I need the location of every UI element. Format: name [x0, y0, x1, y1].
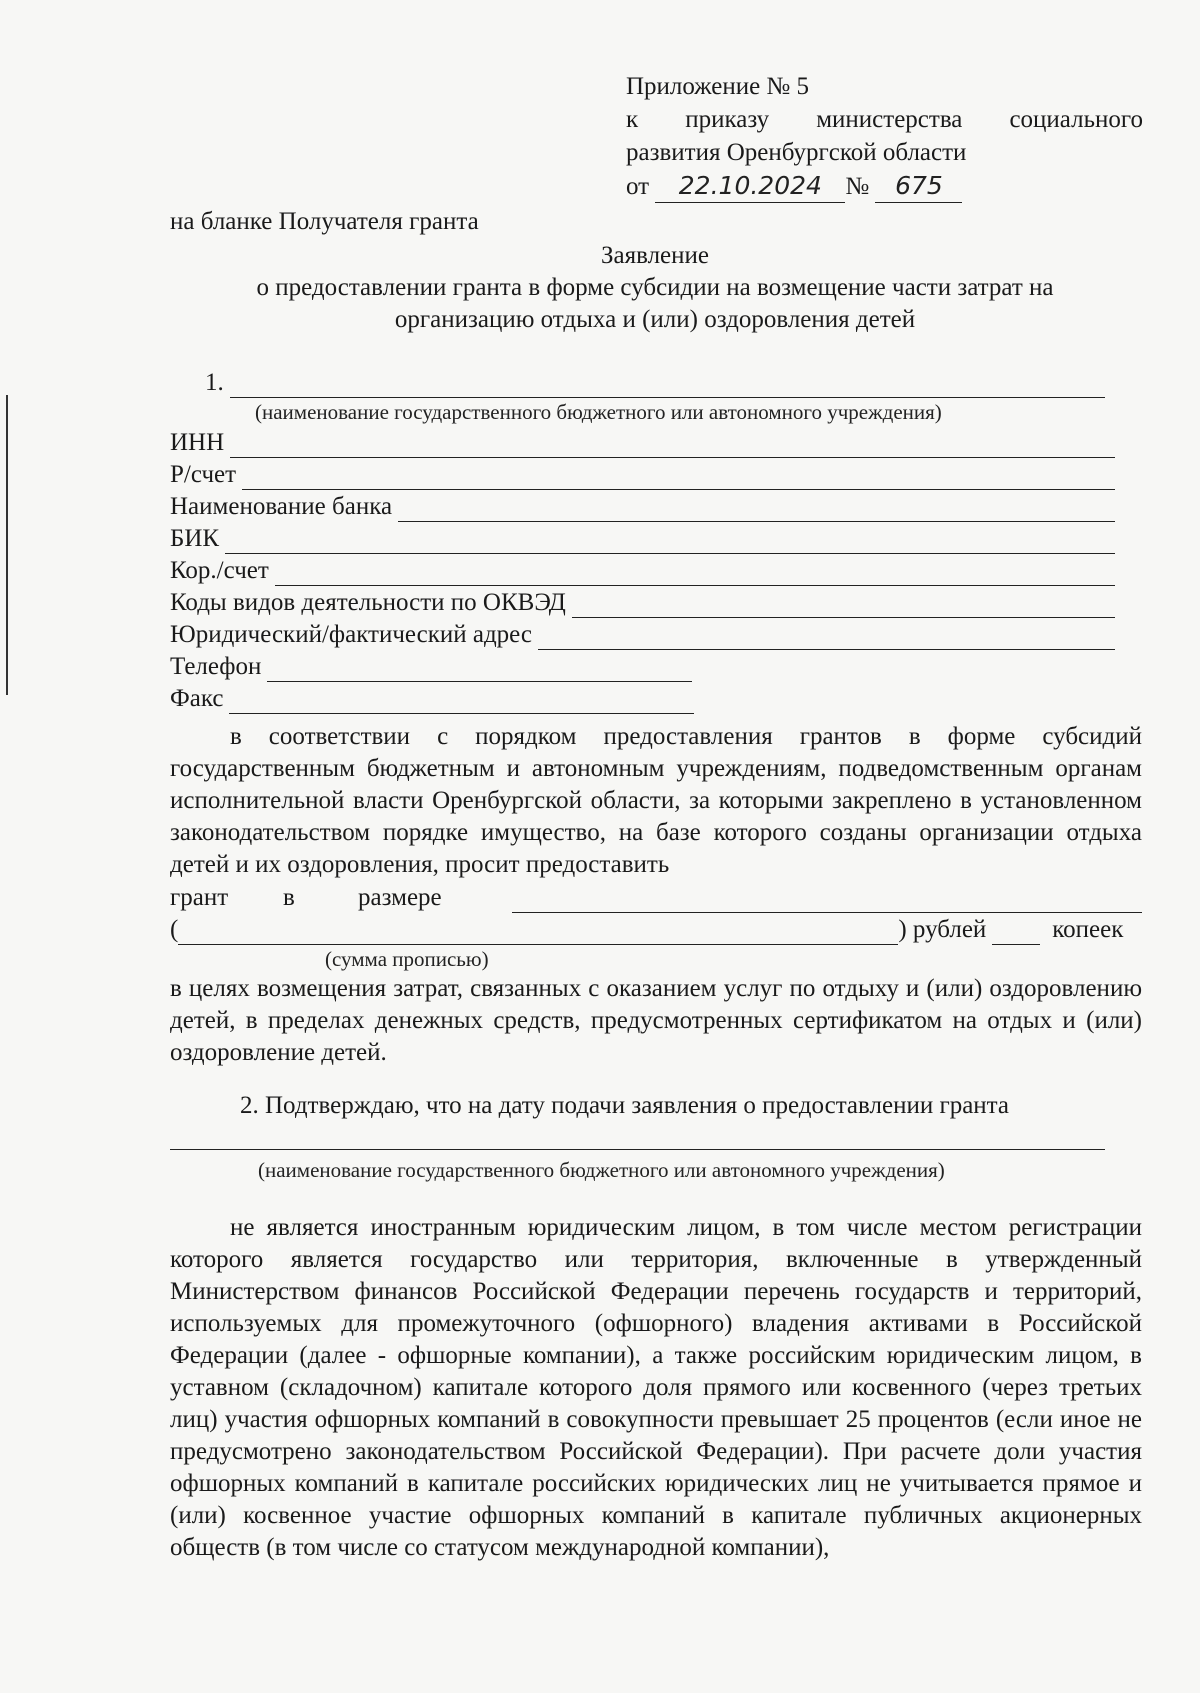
corr-row	[170, 556, 1115, 586]
address-field[interactable]	[538, 625, 1115, 650]
institution-name-field-2[interactable]	[170, 1125, 1105, 1150]
annex-ministry-line: развития Оренбургской области	[626, 139, 967, 166]
handwritten-number: 675	[875, 169, 962, 203]
institution-name-line	[205, 368, 1105, 398]
bank-label: Наименование банка	[170, 493, 393, 520]
phone-row	[170, 652, 1115, 682]
fax-field[interactable]	[229, 689, 694, 714]
okved-label: Коды видов деятельности по ОКВЭД	[170, 589, 566, 616]
fax-row	[170, 684, 1115, 714]
kopeks-label: копеек	[1052, 916, 1124, 943]
bik-field[interactable]	[225, 529, 1115, 554]
title-heading: Заявление	[600, 242, 710, 269]
bank-row	[170, 492, 1115, 522]
grant-word: грант	[170, 884, 229, 911]
bik-label: БИК	[170, 525, 220, 552]
rubles-label: ) рублей	[898, 916, 987, 943]
address-label: Юридический/фактический адрес	[170, 621, 532, 648]
account-field[interactable]	[242, 465, 1115, 490]
okved-row	[170, 588, 1115, 618]
date-prefix: от	[626, 173, 650, 200]
fax-label: Факс	[170, 685, 224, 712]
annex-number: Приложение № 5	[626, 73, 810, 100]
account-row	[170, 460, 1115, 490]
sum-words-row	[170, 915, 1142, 945]
number-prefix: №	[845, 173, 870, 200]
inn-label: ИНН	[170, 429, 225, 456]
item-1-number: 1.	[205, 369, 224, 396]
institution-name-line-2	[170, 1125, 1105, 1150]
institution-caption-2: (наименование государственного бюджетного или автономного учреждения)	[258, 1158, 945, 1182]
annex-order-line: к приказу министерства социального	[626, 106, 1143, 133]
corr-label: Кор./счет	[170, 557, 269, 584]
corr-field[interactable]	[275, 561, 1115, 586]
document-title	[170, 240, 1140, 336]
paragraph-2: в целях возмещения затрат, связанных с оказанием услуг по отдыху и (или) оздоровлению детей, в пределах денежных средств, предусмотренных сертификатом на отдых и (или) оздоровление детей.	[170, 975, 1142, 1066]
institution-caption: (наименование государственного бюджетного или автономного учреждения)	[255, 400, 942, 424]
account-label: Р/счет	[170, 461, 237, 488]
kopeks-field[interactable]	[992, 920, 1040, 945]
inn-field[interactable]	[230, 433, 1115, 458]
in-word: в	[283, 884, 295, 911]
inn-row	[170, 428, 1115, 458]
size-word: размере	[358, 884, 442, 911]
address-row	[170, 620, 1115, 650]
margin-mark	[6, 395, 8, 695]
bank-field[interactable]	[398, 497, 1115, 522]
bik-row	[170, 524, 1115, 554]
paragraph-4: не является иностранным юридическим лицом, в том числе местом регистрации которого является государство или территория, включенные в утвержденный Министерством финансов Российской Федерации перечень государств и территорий, используемых для промежуточного (офшорного) владения активами в Российской Федерации (далее - офшорные компании), а также российским юридическим лицом, в уставном (складочном) капитале которого доля прямого или косвенного (через третьих лиц) участия офшорных компаний в совокупности превышает 25 процентов (если иное не предусмотрено законодательством Российской Федерации). При расчете доли участия офшорных компаний в капитале российских юридических лиц не учитывается прямое и (или) косвенное участие офшорных компаний в капитале публичных акционерных обществ (в том числе со статусом международной компании),	[170, 1214, 1142, 1561]
title-line-2: организацию отдыха и (или) оздоровления детей	[394, 306, 916, 333]
blank-note: на бланке Получателя гранта	[170, 208, 479, 235]
handwritten-date: 22.10.2024	[655, 169, 845, 203]
sum-caption: (сумма прописью)	[325, 947, 489, 971]
phone-field[interactable]	[267, 657, 692, 682]
annex-block	[626, 70, 1143, 203]
grant-amount-field[interactable]	[512, 888, 1142, 913]
paragraph-3: 2. Подтверждаю, что на дату подачи заявления о предоставлении гранта	[240, 1092, 1010, 1119]
phone-label: Телефон	[170, 653, 262, 680]
paren-open: (	[170, 916, 179, 943]
institution-name-field[interactable]	[230, 373, 1105, 398]
paragraph-1: в соответствии с порядком предоставления грантов в форме субсидий государственным бюджетным и автономным учреждениям, подведомственным органам исполнительной власти Оренбургской области, за которыми закреплено в установленном законодательством порядке имущество, на базе которого созданы организации отдыха детей и их оздоровления, просит предоставить	[170, 723, 1142, 878]
okved-field[interactable]	[572, 593, 1115, 618]
title-line-1: о предоставлении гранта в форме субсидии на возмещение части затрат на	[256, 274, 1054, 301]
grant-amount-row	[170, 883, 1142, 913]
sum-words-field[interactable]	[178, 920, 898, 945]
annex-date-line	[626, 169, 1143, 203]
